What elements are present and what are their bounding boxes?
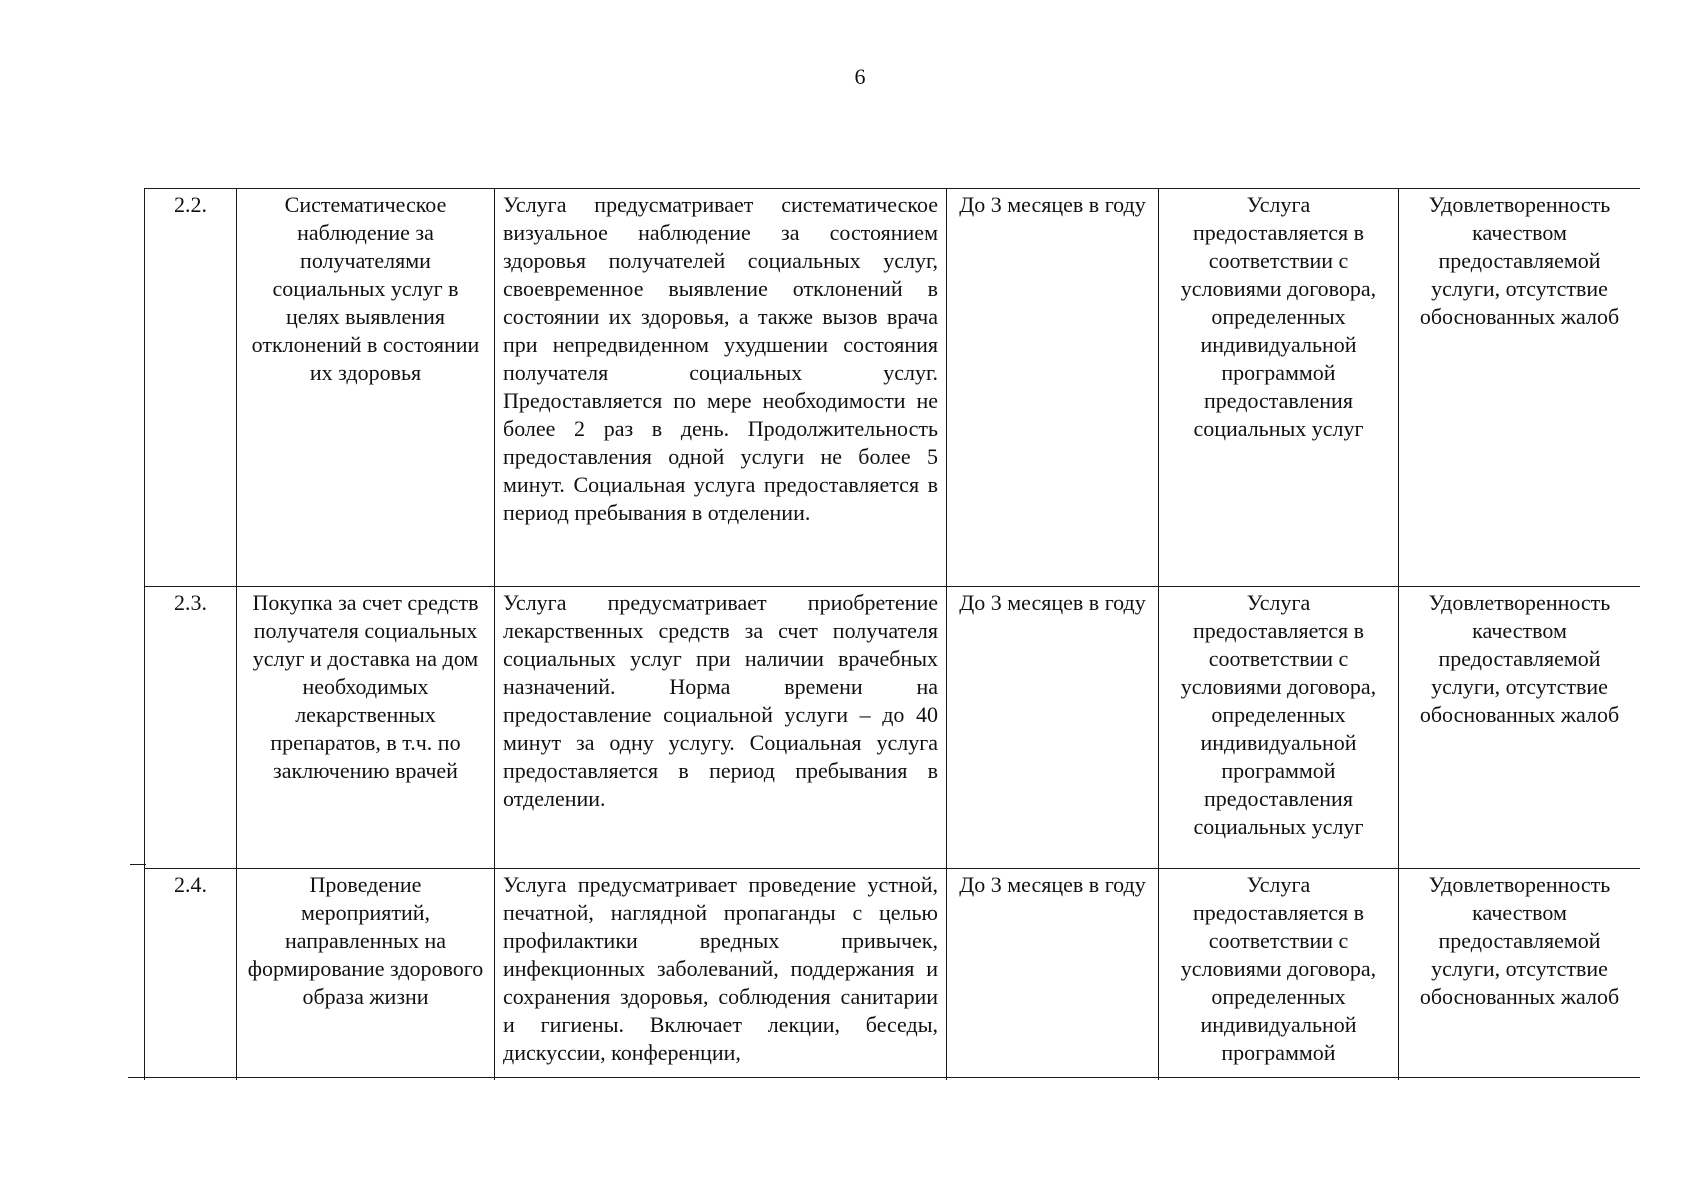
row-number-cell: 2.3. bbox=[145, 587, 237, 869]
table-bottom-rule bbox=[128, 1077, 1640, 1078]
service-term-cell: До 3 месяцев в году bbox=[947, 869, 1159, 1081]
service-quality-cell: Удовлетворенность качеством предоставляемой услуги, отсутствие обоснованных жалоб bbox=[1399, 189, 1641, 587]
service-term-cell: До 3 месяцев в году bbox=[947, 189, 1159, 587]
service-description-cell: Услуга предусматривает приобретение лекарственных средств за счет получателя социальных услуг при наличии врачебных назначений. Норма времени на предоставление социальной услуги – до 40 минут за одну услугу. Социальная услуга предоставляется в период пребывания в отделении. bbox=[495, 587, 947, 869]
services-table-container bbox=[144, 188, 1640, 1080]
service-name-cell: Проведение мероприятий, направленных на формирование здорового образа жизни bbox=[237, 869, 495, 1081]
table-row bbox=[145, 587, 1641, 869]
service-name-cell: Покупка за счет средств получателя социальных услуг и доставка на дом необходимых лекарственных препаратов, в т.ч. по заключению врачей bbox=[237, 587, 495, 869]
services-table bbox=[144, 188, 1640, 1080]
service-description-cell: Услуга предусматривает проведение устной, печатной, наглядной пропаганды с целью профилактики вредных привычек, инфекционных заболеваний, поддержания и сохранения здоровья, соблюдения санитарии и гигиены. Включает лекции, беседы, дискуссии, конференции, bbox=[495, 869, 947, 1081]
row-number-cell: 2.2. bbox=[145, 189, 237, 587]
service-conditions-cell: Услуга предоставляется в соответствии с условиями договора, определенных индивидуальной программой предоставления социальных услуг bbox=[1159, 189, 1399, 587]
page-number: 6 bbox=[854, 64, 866, 89]
service-quality-cell: Удовлетворенность качеством предоставляемой услуги, отсутствие обоснованных жалоб bbox=[1399, 587, 1641, 869]
service-term-cell: До 3 месяцев в году bbox=[947, 587, 1159, 869]
service-quality-cell: Удовлетворенность качеством предоставляемой услуги, отсутствие обоснованных жалоб bbox=[1399, 869, 1641, 1081]
service-conditions-cell: Услуга предоставляется в соответствии с условиями договора, определенных индивидуальной программой bbox=[1159, 869, 1399, 1081]
row-number-cell: 2.4. bbox=[145, 869, 237, 1081]
table-left-rule bbox=[130, 864, 146, 865]
service-conditions-cell: Услуга предоставляется в соответствии с условиями договора, определенных индивидуальной программой предоставления социальных услуг bbox=[1159, 587, 1399, 869]
table-row bbox=[145, 869, 1641, 1081]
table-row bbox=[145, 189, 1641, 587]
service-description-cell: Услуга предусматривает систематическое визуальное наблюдение за состоянием здоровья получателей социальных услуг, своевременное выявление отклонений в состоянии их здоровья, а также вызов врача при непредвиденном ухудшении состояния получателя социальных услуг. Предоставляется по мере необходимости не более 2 раз в день. Продолжительность предоставления одной услуги не более 5 минут. Социальная услуга предоставляется в период пребывания в отделении. bbox=[495, 189, 947, 587]
service-name-cell: Систематическое наблюдение за получателями социальных услуг в целях выявления отклонений в состоянии их здоровья bbox=[237, 189, 495, 587]
